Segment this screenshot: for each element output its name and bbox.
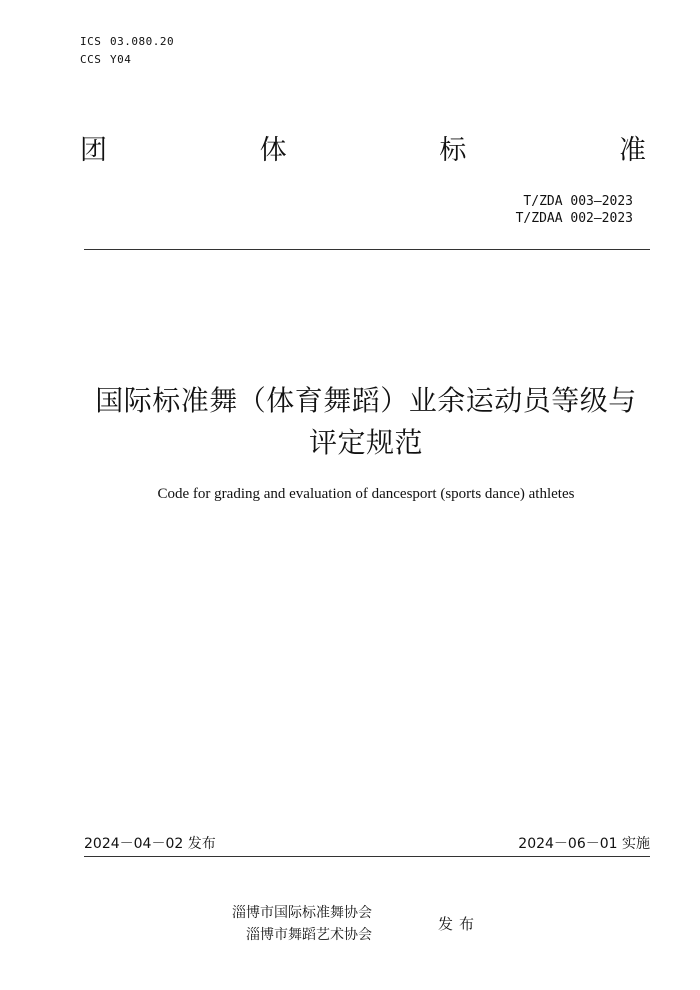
publish-date: 2024－04－02 发布 — [84, 836, 216, 852]
bottom-divider — [84, 856, 650, 857]
top-divider — [84, 249, 650, 250]
standard-numbers — [516, 193, 633, 227]
ccs-code: Y04 — [110, 53, 132, 66]
ics-classification — [80, 34, 174, 50]
ccs-classification — [80, 52, 131, 68]
doc-type-char-4: 准 — [618, 135, 646, 166]
ccs-label: CCS — [80, 53, 102, 66]
doc-type-char-3: 标 — [439, 135, 467, 166]
title-zh-line-2: 评定规范 — [308, 426, 423, 459]
standard-number-1: T/ZDA 003—2023 — [523, 194, 633, 209]
doc-type-char-2: 体 — [259, 135, 287, 166]
document-title-zh — [60, 380, 672, 464]
ics-label: ICS — [80, 35, 102, 48]
issuer-1: 淄博市国际标准舞协会 — [232, 905, 372, 921]
issuer-2: 淄博市舞蹈艺术协会 — [246, 927, 372, 943]
doc-type-char-1: 团 — [80, 135, 107, 166]
standard-number-2: T/ZDAA 002—2023 — [515, 211, 633, 226]
title-zh-line-1: 国际标准舞（体育舞蹈）业余运动员等级与 — [95, 384, 637, 417]
implementation-date: 2024－06－01 实施 — [518, 836, 650, 852]
document-type-heading — [80, 133, 646, 169]
document-title-en: Code for grading and evaluation of dancesport (sports dance) athletes — [157, 486, 575, 502]
issuing-organizations — [232, 902, 372, 946]
issue-label: 发布 — [438, 915, 481, 933]
ics-code: 03.080.20 — [110, 35, 175, 48]
